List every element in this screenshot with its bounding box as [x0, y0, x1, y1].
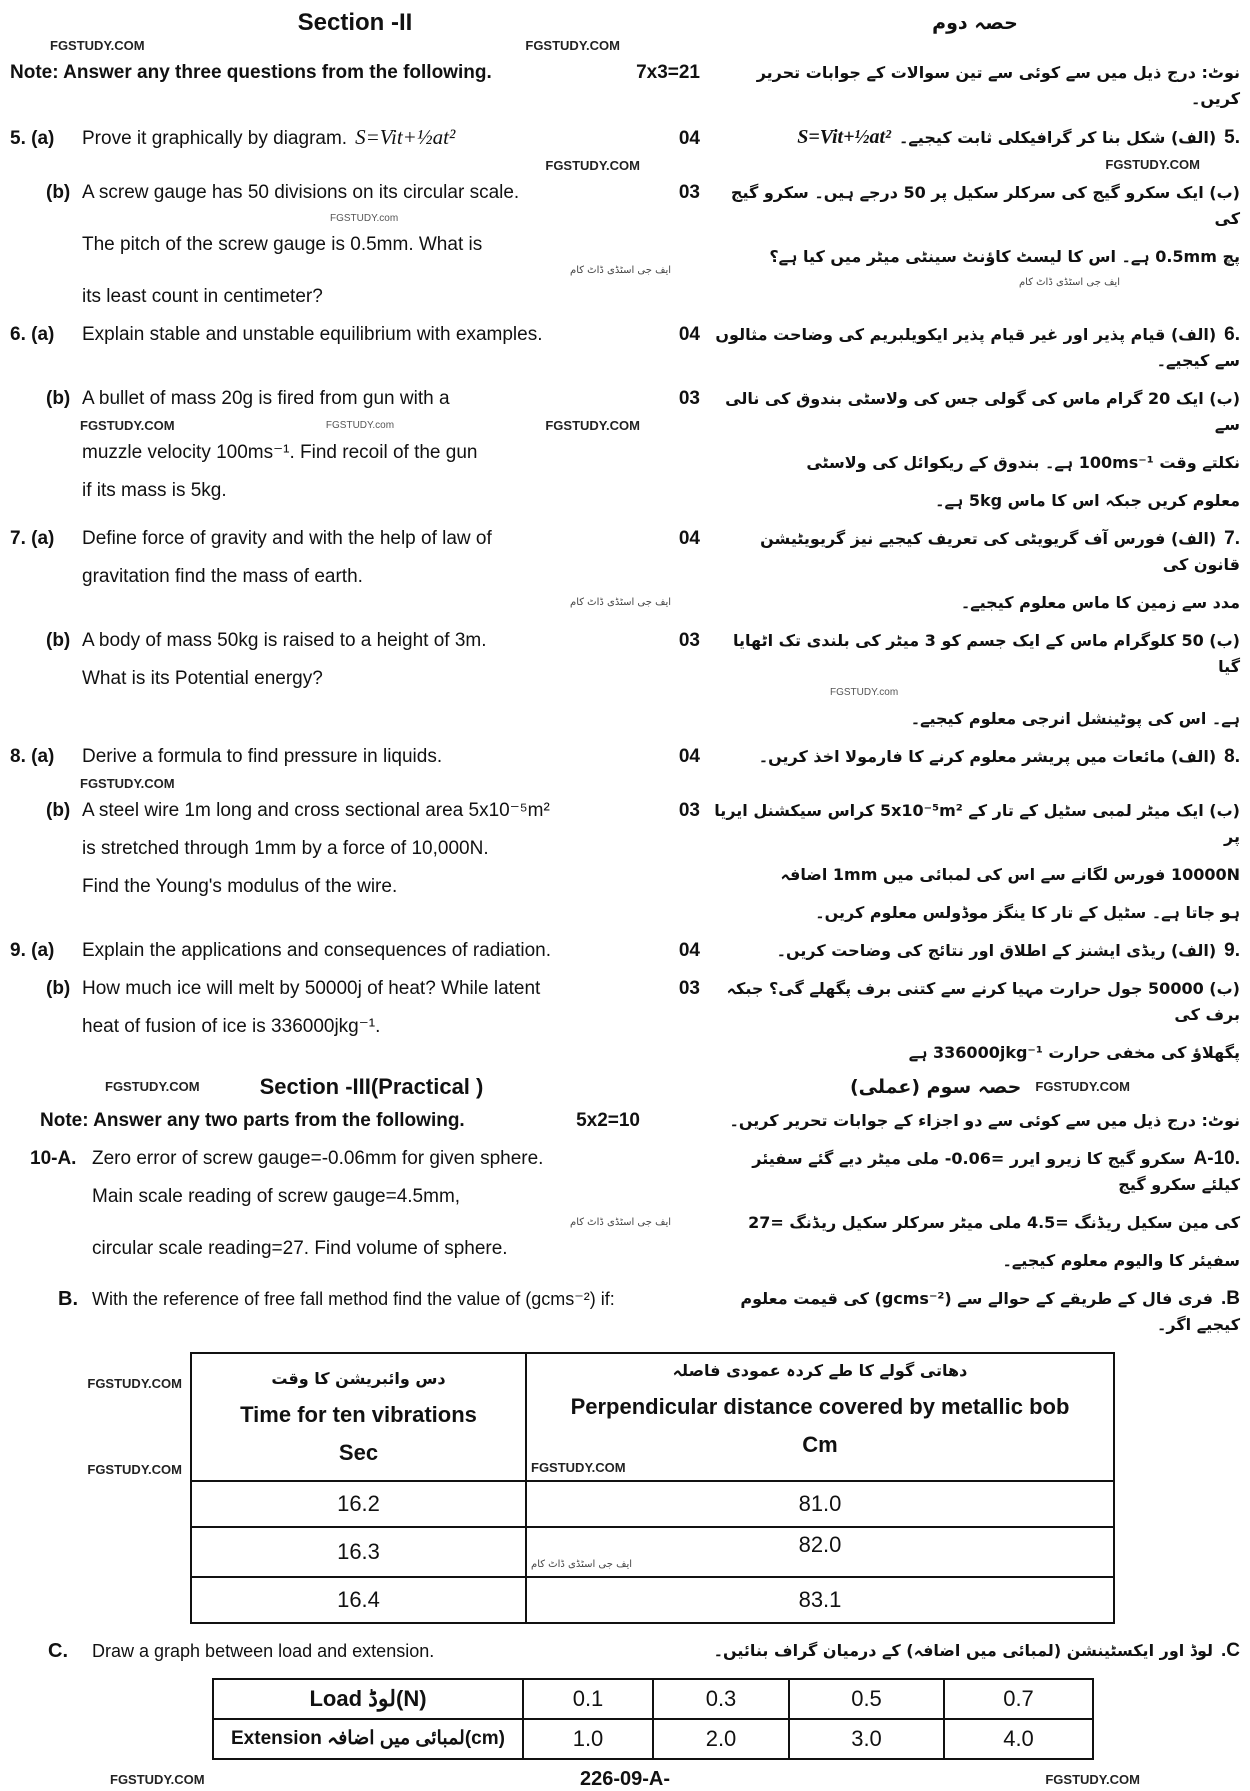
- question-line-group: [10, 316, 700, 354]
- urdu-question-line-group: [710, 1280, 1240, 1344]
- question-line-group: [10, 174, 700, 212]
- question-text: Derive a formula to find pressure in liquids.: [82, 746, 443, 767]
- question-8b-urdu: [710, 792, 1240, 932]
- distance-value: 82.0: [798, 1532, 842, 1557]
- question-line-group: [10, 622, 700, 660]
- load-extension-table-wrap: [212, 1678, 1094, 1760]
- formula: S=Vit+½at²: [355, 125, 456, 149]
- question-part: (b): [46, 182, 71, 203]
- question-10a-urdu: [710, 1140, 1240, 1280]
- urdu-question-line-group: [710, 520, 1240, 584]
- question-line: What is its Potential energy?: [82, 668, 323, 689]
- header-cell: [191, 1353, 526, 1481]
- question-line-group: [10, 1230, 700, 1268]
- question-line: heat of fusion of ice is 336000jkg⁻¹.: [82, 1016, 381, 1037]
- watermark: FGSTUDY.COM: [1045, 1771, 1140, 1787]
- note-line: [10, 1102, 700, 1140]
- question-line: Zero error of screw gauge=-0.06mm for given sphere.: [92, 1148, 544, 1169]
- urdu-question-line: پگھلاؤ کی مخفی حرارت 336000jkg⁻¹ ہے: [908, 1043, 1240, 1062]
- section-3-urdu-title-group: [710, 1072, 1240, 1102]
- question-line-group: [10, 932, 700, 970]
- watermark: FGSTUDY.COM: [1035, 1079, 1130, 1094]
- free-fall-table-wrap: [87, 1352, 1115, 1624]
- row-label: Load لوڈ(N): [213, 1679, 523, 1719]
- question-line-group: [10, 558, 700, 596]
- table-row: [191, 1527, 1114, 1577]
- question-number: C.: [48, 1640, 68, 1662]
- question-b: [10, 1280, 1240, 1344]
- watermark: FGSTUDY.com: [830, 687, 899, 698]
- watermark: FGSTUDY.COM: [525, 38, 620, 53]
- question-line: A steel wire 1m long and cross sectional area 5x10⁻⁵m²: [82, 800, 550, 821]
- distance-cell: 83.1: [526, 1577, 1114, 1623]
- question-line: if its mass is 5kg.: [82, 480, 227, 501]
- section-title: Section -III(Practical ): [259, 1074, 484, 1099]
- question-8a: [10, 738, 1240, 792]
- header-cell: [526, 1353, 1114, 1481]
- table-row: [191, 1577, 1114, 1623]
- marks: 04: [678, 746, 700, 767]
- question-6b-urdu: [710, 380, 1240, 520]
- question-part: (b): [46, 388, 71, 409]
- marks: 03: [678, 800, 700, 821]
- question-line: The pitch of the screw gauge is 0.5mm. What is: [82, 234, 483, 255]
- question-number: 6. (a): [10, 324, 55, 345]
- question-9b-urdu: [710, 970, 1240, 1072]
- urdu-question-line: معلوم کریں جبکہ اس کا ماس 5kg ہے۔: [935, 491, 1240, 510]
- question-7b-english: [10, 622, 700, 698]
- value-cell: 1.0: [523, 1719, 653, 1759]
- urdu-question-line: (ب) 50000 جول حرارت مہیا کرنے سے کتنی برف پگھلے گی؟ جبکہ برف کی: [726, 979, 1240, 1024]
- urdu-question-line: (ب) ایک سکرو گیج کی سرکلر سکیل پر 50 درجے ہیں۔ سکرو گیج کی: [730, 183, 1240, 228]
- question-line-group: [10, 380, 700, 418]
- section-title: Section -II: [297, 9, 413, 36]
- question-8b-english: [10, 792, 700, 906]
- question-line-group: [10, 792, 700, 830]
- question-line-group: [10, 1008, 700, 1046]
- time-cell: 16.4: [191, 1577, 526, 1623]
- urdu-question-number: 6.: [1224, 324, 1240, 345]
- question-line: circular scale reading=27. Find volume of sphere.: [92, 1238, 508, 1259]
- urdu-note: نوٹ: درج ذیل میں سے کوئی سے دو اجزاء کے جوابات تحریر کریں۔: [729, 1111, 1240, 1130]
- question-part: (b): [46, 800, 71, 821]
- question-number: 5. (a): [10, 128, 55, 149]
- question-text: Draw a graph between load and extension.: [92, 1641, 435, 1661]
- question-line: is stretched through 1mm by a force of 10,000N.: [82, 838, 489, 859]
- urdu-question: (الف) ریڈی ایشنز کے اطلاق اور نتائج کی وضاحت کریں۔: [776, 941, 1217, 960]
- question-line-group: [10, 1632, 700, 1670]
- urdu-question-line: مدد سے زمین کا ماس معلوم کیجیے۔: [960, 593, 1240, 612]
- urdu-question-line: (ب) ایک میٹر لمبی سٹیل کے تار کے 5x10⁻⁵m² کراس سیکشنل ایریا پر: [714, 801, 1240, 846]
- watermark: FGSTUDY.COM: [50, 38, 145, 53]
- table-row: [213, 1679, 1093, 1719]
- question-6b-english: [10, 380, 700, 510]
- urdu-question: لوڈ اور ایکسٹینشن (لمبائی میں اضافہ) کے درمیان گراف بنائیں۔: [713, 1641, 1213, 1660]
- free-fall-table: [190, 1352, 1115, 1624]
- question-line-group: [10, 472, 700, 510]
- urdu-section-title: حصہ سوم (عملی): [850, 1076, 1022, 1098]
- urdu-watermark: ایف جی اسٹڈی ڈاٹ کام: [570, 265, 672, 276]
- header-unit: Cm: [802, 1432, 838, 1457]
- question-5b-urdu: [710, 174, 1240, 290]
- urdu-note: نوٹ: درج ذیل میں سے کوئی سے تین سوالات کے جوابات تحریر کریں۔: [756, 63, 1240, 108]
- urdu-question-line: ہے۔ اس کی پوٹینشل انرجی معلوم کیجیے۔: [910, 709, 1240, 728]
- question-5a: [10, 118, 1240, 174]
- urdu-section-title: حصہ دوم: [932, 12, 1018, 34]
- value-cell: 4.0: [944, 1719, 1093, 1759]
- header-unit: Sec: [338, 1440, 379, 1465]
- time-cell: 16.3: [191, 1527, 526, 1577]
- question-part: (b): [46, 630, 71, 651]
- urdu-question-number: 7.: [1224, 528, 1240, 549]
- urdu-question-line: نکلتے وقت 100ms⁻¹ ہے۔ بندوق کے ریکوائل کی ولاسٹی: [806, 453, 1240, 472]
- watermark: FGSTUDY.COM: [87, 1462, 182, 1477]
- urdu-question-line-group: [710, 738, 1240, 776]
- urdu-question-number: A-10.: [1193, 1148, 1240, 1169]
- question-line: gravitation find the mass of earth.: [82, 566, 363, 587]
- question-6b: [10, 380, 1240, 520]
- question-number: B.: [58, 1288, 78, 1310]
- urdu-question-line-group: [710, 932, 1240, 970]
- marks-total: 7x3=21: [636, 62, 700, 83]
- question-9b-english: [10, 970, 700, 1046]
- watermark: FGSTUDY.COM: [80, 418, 175, 433]
- question-number: 8. (a): [10, 746, 55, 767]
- section-3-title-group: [10, 1072, 700, 1102]
- distance-cell: 81.0: [526, 1481, 1114, 1527]
- question-5a-urdu: [710, 118, 1240, 173]
- section-3-header: [10, 1072, 1240, 1102]
- question-7a-english: [10, 520, 700, 610]
- note-line: [10, 54, 700, 92]
- marks: 03: [678, 978, 700, 999]
- urdu-question-line: (ب) 50 کلوگرام ماس کے ایک جسم کو 3 میٹر کی بلندی تک اٹھایا گیا: [733, 631, 1240, 676]
- question-text: Explain the applications and consequences of radiation.: [82, 940, 551, 961]
- table-header-row: [191, 1353, 1114, 1481]
- question-line: A bullet of mass 20g is fired from gun with a: [82, 388, 450, 409]
- urdu-question-line-group: [710, 1632, 1240, 1670]
- urdu-question-line-group: [710, 118, 1240, 157]
- watermark: FGSTUDY.COM: [87, 1376, 182, 1391]
- marks: 03: [678, 182, 700, 203]
- question-line: Define force of gravity and with the help of law of: [82, 528, 492, 549]
- question-line-group: [10, 830, 700, 868]
- question-line: A body of mass 50kg is raised to a height of 3m.: [82, 630, 487, 651]
- question-line: Main scale reading of screw gauge=4.5mm,: [92, 1186, 461, 1207]
- watermark: FGSTUDY.COM: [110, 1771, 205, 1787]
- urdu-question-line: پچ 0.5mm ہے۔ اس کا لیسٹ کاؤنٹ سینٹی میٹر میں کیا ہے؟: [769, 247, 1240, 266]
- question-text-wrap: [82, 124, 644, 152]
- watermark: FGSTUDY.com: [330, 213, 399, 224]
- distance-cell: [526, 1527, 1114, 1577]
- header-urdu: دس وائبریشن کا وقت: [271, 1369, 446, 1388]
- value-cell: 0.7: [944, 1679, 1093, 1719]
- urdu-question: (الف) شکل بنا کر گرافیکلی ثابت کیجیے۔: [899, 128, 1217, 147]
- marks: 04: [678, 940, 700, 961]
- watermark: FGSTUDY.COM: [1105, 157, 1200, 172]
- question-8a-english: [10, 738, 700, 792]
- urdu-question-line: (الف) فورس آف گریویٹی کی تعریف کیجیے نیز گریویٹیشن قانون کی: [760, 529, 1240, 574]
- urdu-question-line: کی مین سکیل ریڈنگ =4.5 ملی میٹر سرکلر سکیل ریڈنگ =27: [748, 1213, 1240, 1232]
- question-line-group: [10, 1178, 700, 1216]
- urdu-watermark: ایف جی اسٹڈی ڈاٹ کام: [531, 1559, 633, 1570]
- question-7b-urdu: [710, 622, 1240, 738]
- value-cell: 3.0: [789, 1719, 944, 1759]
- question-line: Find the Young's modulus of the wire.: [82, 876, 398, 897]
- urdu-watermark: ایف جی اسٹڈی ڈاٹ کام: [570, 597, 672, 608]
- header-label: Time for ten vibrations: [240, 1402, 477, 1427]
- question-line-group: [10, 118, 700, 158]
- question-7a-urdu: [710, 520, 1240, 622]
- time-cell: 16.2: [191, 1481, 526, 1527]
- question-10a-english: [10, 1140, 700, 1268]
- question-line-group: [10, 226, 700, 264]
- urdu-question-line-group: [710, 1140, 1240, 1204]
- urdu-question: (الف) مائعات میں پریشر معلوم کرنے کا فارمولا اخذ کریں۔: [758, 747, 1217, 766]
- question-text: Explain stable and unstable equilibrium with examples.: [82, 324, 543, 345]
- urdu-question: (الف) قیام پذیر اور غیر قیام پذیر ایکویلبریم کی وضاحت مثالوں سے کیجیے۔: [715, 325, 1240, 370]
- marks: 03: [678, 630, 700, 651]
- question-line: muzzle velocity 100ms⁻¹. Find recoil of the gun: [82, 442, 478, 463]
- question-text: Prove it graphically by diagram.: [82, 128, 348, 149]
- question-line-group: [10, 868, 700, 906]
- question-7a: [10, 520, 1240, 622]
- note-row: [10, 54, 1240, 118]
- marks: 04: [678, 528, 700, 549]
- urdu-formula: S=Vit+½at²: [797, 126, 892, 148]
- question-5b-english: [10, 174, 700, 316]
- header-label: Perpendicular distance covered by metallic bob: [570, 1394, 1070, 1419]
- question-8b: [10, 792, 1240, 932]
- urdu-watermark: ایف جی اسٹڈی ڈاٹ کام: [570, 1217, 672, 1228]
- question-line-group: [10, 1140, 700, 1178]
- urdu-question-line: 10000N فورس لگانے سے اس کی لمبائی میں 1mm اضافہ: [780, 865, 1240, 884]
- header-urdu: دھاتی گولے کا طے کردہ عمودی فاصلہ: [672, 1361, 968, 1380]
- question-line-group: [10, 278, 700, 316]
- urdu-question-line: سفیئر کا والیوم معلوم کیجیے۔: [1002, 1251, 1240, 1270]
- question-line-group: [10, 434, 700, 472]
- watermark: FGSTUDY.COM: [545, 158, 640, 173]
- question-text: With the reference of free fall method find the value of (gcms⁻²) if:: [92, 1289, 615, 1309]
- urdu-question-line: سکرو گیج کا زیرو ایرر =0.06- ملی میٹر دیے گئے سفیئر کیلئے سکرو گیج: [752, 1149, 1240, 1194]
- row-label: Extension لمبائی میں اضافہ(cm): [213, 1719, 523, 1759]
- load-extension-table: [212, 1678, 1094, 1760]
- watermark-row: [10, 38, 1240, 54]
- value-cell: 2.0: [653, 1719, 789, 1759]
- section-header: [10, 8, 1240, 38]
- value-cell: 0.1: [523, 1679, 653, 1719]
- section-3-note-row: [10, 1102, 1240, 1140]
- question-9a: [10, 932, 1240, 970]
- question-line: A screw gauge has 50 divisions on its circular scale.: [82, 182, 520, 203]
- footer: [110, 1768, 1140, 1791]
- watermark: FGSTUDY.COM: [80, 776, 175, 791]
- question-5b: [10, 174, 1240, 316]
- urdu-question-line: (ب) ایک 20 گرام ماس کی گولی جس کی ولاسٹی بندوق کی نالی سے: [725, 389, 1240, 434]
- urdu-question-number: .C: [1221, 1640, 1240, 1661]
- watermark: FGSTUDY.COM: [105, 1079, 200, 1094]
- table-row: [191, 1481, 1114, 1527]
- question-5a-english: [10, 118, 700, 174]
- marks-total: 5x2=10: [576, 1110, 640, 1131]
- watermark: FGSTUDY.com: [325, 420, 395, 431]
- urdu-question-number: 9.: [1224, 940, 1240, 961]
- value-cell: 0.3: [653, 1679, 789, 1719]
- watermark-group: [10, 38, 700, 54]
- question-line: How much ice will melt by 50000j of heat? While latent: [82, 978, 541, 999]
- question-c: [10, 1632, 1240, 1670]
- watermark-group: [10, 418, 700, 434]
- question-line-group: [10, 738, 700, 776]
- urdu-question-line: ہو جاتا ہے۔ سٹیل کے تار کا ینگز موڈولس معلوم کریں۔: [815, 903, 1240, 922]
- question-line-group: [10, 660, 700, 698]
- watermark: FGSTUDY.COM: [531, 1460, 626, 1475]
- marks: 03: [678, 388, 700, 409]
- urdu-watermark: ایف جی اسٹڈی ڈاٹ کام: [1018, 277, 1120, 288]
- table-row: [213, 1719, 1093, 1759]
- note-text: Note: Answer any three questions from the following.: [10, 62, 492, 83]
- value-cell: 0.5: [789, 1679, 944, 1719]
- paper-code: 226-09-A-: [579, 1768, 671, 1790]
- question-10a: [10, 1140, 1240, 1280]
- note-text: Note: Answer any two parts from the following.: [40, 1110, 465, 1131]
- question-part: (b): [46, 978, 71, 999]
- urdu-question-number: 5.: [1224, 127, 1240, 148]
- question-line-group: [10, 1280, 700, 1318]
- question-9b: [10, 970, 1240, 1072]
- question-line-group: [10, 970, 700, 1008]
- urdu-question-line-group: [710, 316, 1240, 380]
- marks: 04: [678, 324, 700, 345]
- question-line: its least count in centimeter?: [82, 286, 323, 307]
- question-number: 7. (a): [10, 528, 55, 549]
- marks: 04: [678, 128, 700, 149]
- urdu-question-number: 8.: [1224, 746, 1240, 767]
- question-line-group: [10, 520, 700, 558]
- question-6a: [10, 316, 1240, 380]
- urdu-question: فری فال کے طریقے کے حوالے سے (gcms⁻²) کی قیمت معلوم کیجیے اگر۔: [740, 1289, 1240, 1334]
- question-7b: [10, 622, 1240, 738]
- question-number: 9. (a): [10, 940, 55, 961]
- urdu-question-number: .B: [1221, 1288, 1240, 1309]
- watermark: FGSTUDY.COM: [545, 418, 640, 433]
- question-number: 10-A.: [30, 1148, 77, 1169]
